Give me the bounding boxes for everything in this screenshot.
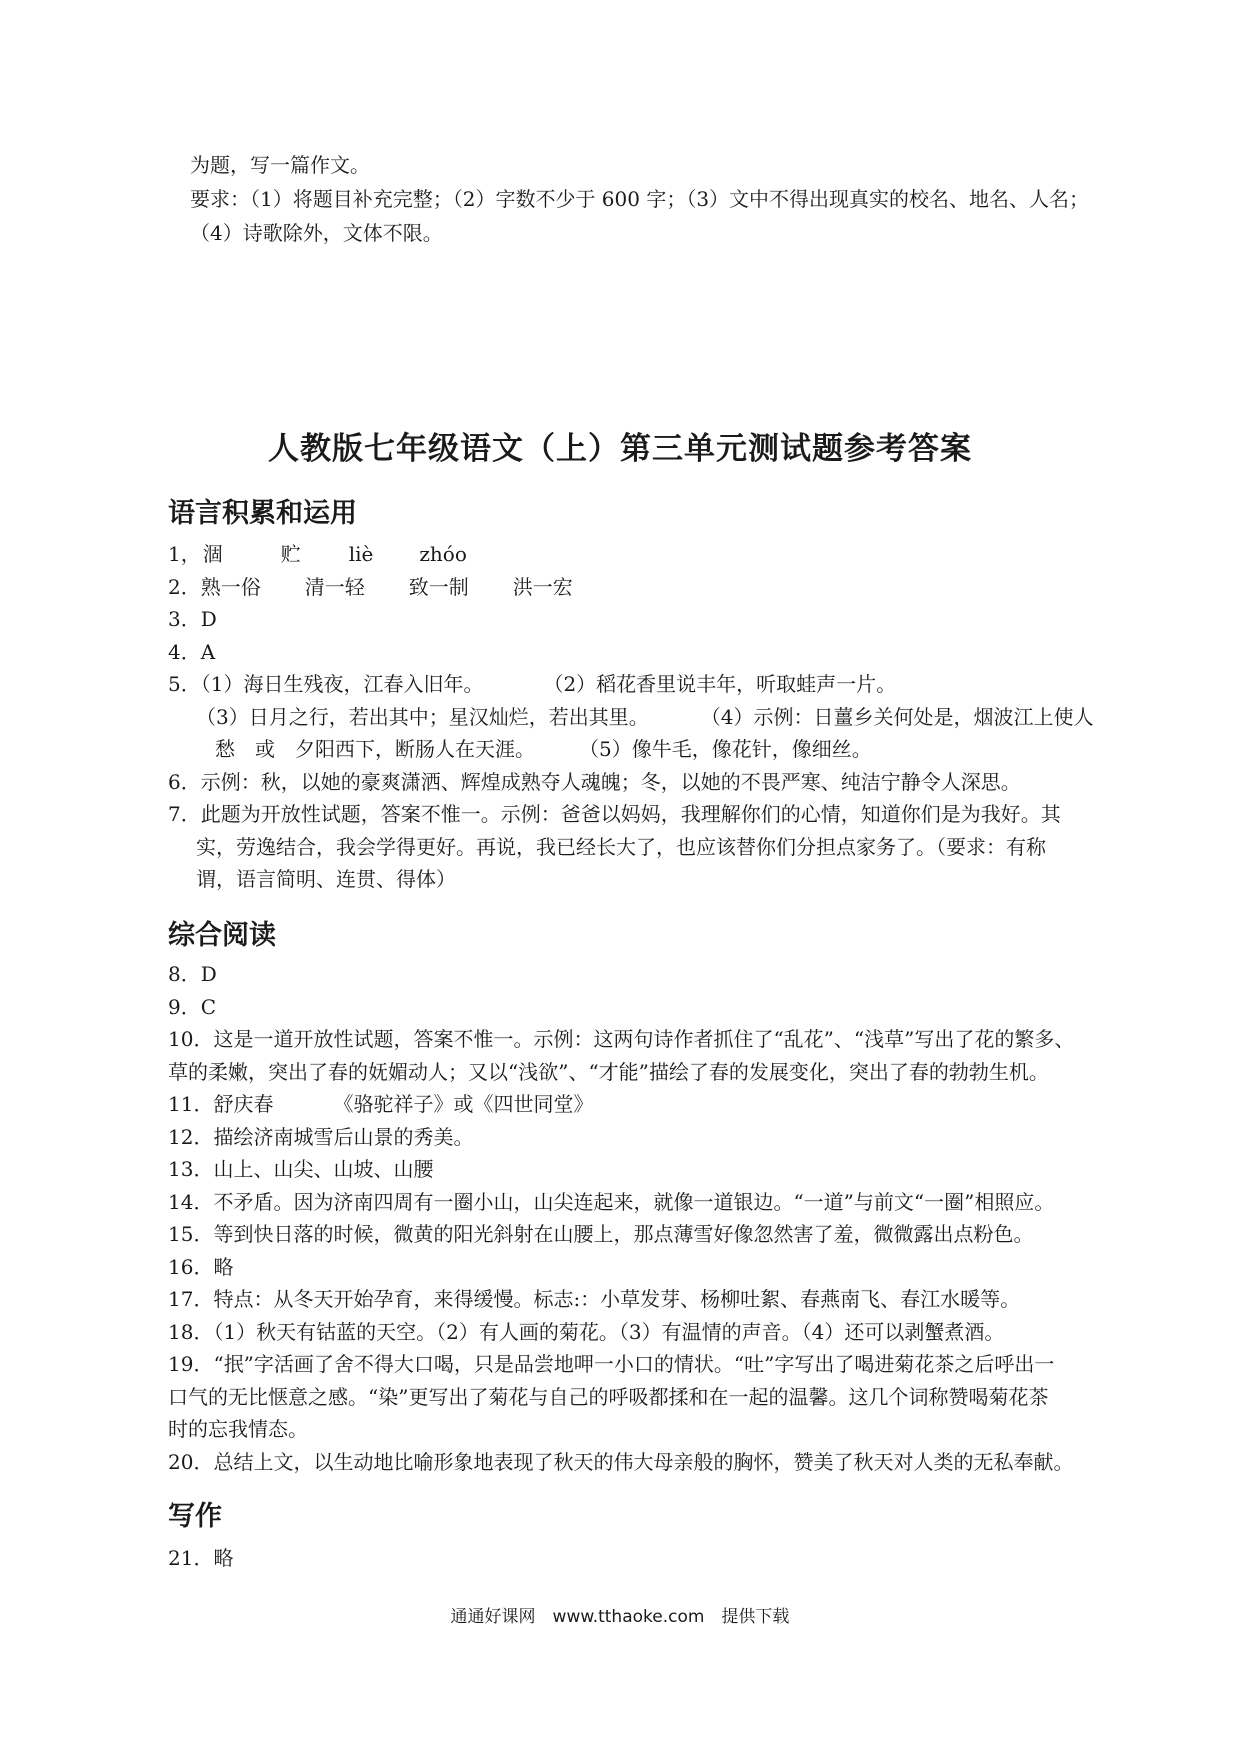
answer-19-line-3: 时的忘我情态。 (168, 1417, 308, 1441)
answer-number: 1， (168, 542, 201, 566)
page-title: 人教版七年级语文（上）第三单元测试题参考答案 (268, 431, 972, 467)
answer-1 (168, 538, 1163, 571)
answer-text: 11．舒庆春 (168, 1092, 274, 1116)
answers-block-1 (168, 538, 1163, 896)
answer-17: 17．特点：从冬天开始孕育，来得缓慢。标志:：小草发芽、杨柳吐絮、春燕南飞、春江水暖等。 (168, 1287, 1021, 1311)
answer-21: 21．略 (168, 1546, 234, 1570)
answer-19-line-2: 口气的无比惬意之感。“染”更写出了菊花与自己的呼吸都揉和在一起的温馨。这几个词称赞喝菊花茶 (168, 1384, 1049, 1409)
answer-12: 12．描绘济南城雪后山景的秀美。 (168, 1124, 474, 1149)
prompt-requirements: 要求：（1）将题目补充完整；（2）字数不少于 600 字；（3）文中不得出现真实的校名、地名、人名； (190, 187, 1090, 211)
answer-10-line-2: 草的柔嫩，突出了春的妩媚动人；又以“浅欲”、“才能”描绘了春的发展变化，突出了春的勃勃生机。 (168, 1059, 1049, 1084)
answer-6: 6．示例：秋，以她的豪爽潇洒、辉煌成熟夺人魂魄；冬，以她的不畏严寒、纯洁宁静令人深思。 (168, 769, 1021, 794)
answer-18: 18．（1）秋天有钴蓝的天空。（2）有人画的菊花。（3）有温情的声音。（4）还可以剥蟹煮酒。 (168, 1319, 1005, 1344)
answer-13: 13．山上、山尖、山坡、山腰 (168, 1157, 434, 1181)
answer-text: （5）像牛毛，像花针，像细丝。 (579, 737, 872, 761)
answer-15: 15．等到快日落的时候，微黄的阳光斜射在山腰上，那点薄雪好像忽然害了羞，微微露出点粉色。 (168, 1222, 1034, 1246)
answer-value: liè (348, 542, 374, 566)
prompt-line: 为题，写一篇作文。 (190, 153, 370, 177)
answer-value: 致一制 (408, 574, 469, 599)
answer-2 (168, 571, 1163, 604)
answer-7-line-2: 实，劳逸结合，我会学得更好。再说，我已经长大了，也应该替你们分担点家务了。（要求：有称 (196, 834, 1046, 859)
answer-7-line-1: 7．此题为开放性试题，答案不惟一。示例：爸爸以妈妈，我理解你们的心情，知道你们是为我好。其 (168, 802, 1061, 826)
answer-value: zhóo (419, 542, 467, 566)
answer-value: 涸 (202, 542, 223, 566)
answer-value: 清一轻 (304, 574, 365, 599)
answer-19-line-1: 19．“抿”字活画了舍不得大口喝，只是品尝地呷一小口的情状。“吐”字写出了喝进菊花茶之后呼出一 (168, 1352, 1055, 1376)
answer-20: 20．总结上文，以生动地比喻形象地表现了秋天的伟大母亲般的胸怀，赞美了秋天对人类的无私奉献。 (168, 1449, 1074, 1474)
essay-prompt-tail (190, 148, 1160, 250)
prompt-requirements-cont: （4）诗歌除外，文体不限。 (190, 221, 443, 245)
answer-9: 9．C (168, 994, 217, 1019)
answers-block-2 (168, 958, 1163, 1478)
answer-3: 3．D (168, 607, 217, 631)
page-footer: 通通好课网 www.tthaoke.com 提供下载 (450, 1607, 790, 1627)
answer-text: 《骆驼祥子》或《四世同堂》 (333, 1092, 594, 1116)
answer-14: 14．不矛盾。因为济南四周有一圈小山，山尖连起来，就像一道银边。“一道”与前文“一圈”相照应。 (168, 1189, 1055, 1214)
answer-text: （2）稻花香里说丰年，听取蛙声一片。 (543, 672, 897, 696)
answer-5-line-2 (168, 701, 1163, 734)
answer-11 (168, 1088, 1163, 1121)
answer-8: 8．D (168, 962, 217, 986)
section-heading-reading: 综合阅读 (168, 920, 276, 951)
answer-text: （4）示例：日薑乡关何处是，烟波江上使人 (700, 704, 1094, 729)
answer-16: 16．略 (168, 1254, 234, 1279)
answer-5-line-1 (168, 668, 1163, 701)
answer-4: 4．A (168, 639, 216, 664)
answer-text: 5．（1）海日生残夜，江春入旧年。 (168, 672, 484, 696)
answer-text: 愁 或 夕阳西下，断肠人在天涯。 (215, 737, 535, 761)
section-heading-language: 语言积累和运用 (168, 498, 357, 529)
answer-text: （3）日月之行，若出其中；星汉灿烂，若出其里。 (196, 704, 649, 729)
answers-block-3 (168, 1542, 1163, 1575)
answer-5-line-3 (168, 733, 1163, 766)
answer-value: 贮 (280, 542, 301, 566)
answer-number: 2． (168, 574, 201, 599)
section-heading-writing: 写作 (168, 1501, 222, 1532)
answer-value: 洪一宏 (512, 574, 573, 599)
answer-7-line-3: 谓，语言简明、连贯、得体） (196, 867, 456, 891)
answer-10-line-1: 10．这是一道开放性试题，答案不惟一。示例：这两句诗作者抓住了“乱花”、“浅草”写出了花的繁多、 (168, 1027, 1075, 1051)
answer-value: 熟一俗 (200, 574, 261, 599)
